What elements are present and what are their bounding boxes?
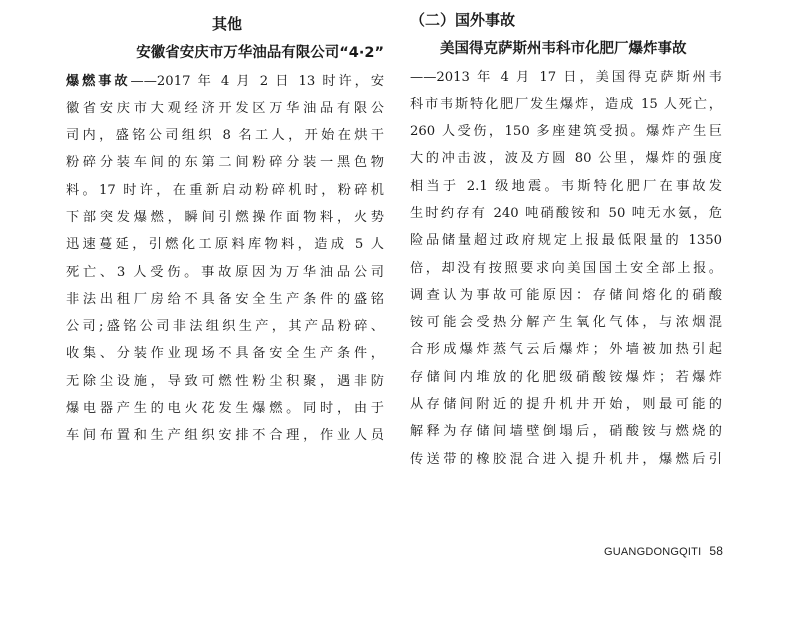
text-line xyxy=(66,422,384,449)
text-content: 迅速蔓延，引燃化工原料库物料，造成 5 人 xyxy=(66,237,384,253)
text-line xyxy=(66,122,384,149)
right-column xyxy=(410,8,722,473)
text-line: 生时约存有 240 吨硝酸铵和 50 吨无水氨，危 xyxy=(410,205,722,221)
text-line xyxy=(66,368,384,395)
text-content: ——2017 年 4 月 2 日 13 时许，安 xyxy=(130,73,385,89)
text-content: 公司;盛铭公司非法组织生产，其产品粉碎、 xyxy=(66,319,384,335)
text-line: 调查认为事故可能原因：存储间熔化的硝酸 xyxy=(410,287,722,303)
text-line: 传送带的橡胶混合进入提升机井，爆燃后引 xyxy=(410,451,722,467)
text-line xyxy=(66,286,384,313)
text-content: 粉碎分装车间的东第二间粉碎分装一黑色物 xyxy=(66,155,384,171)
article-title-continued: 爆燃事故 xyxy=(66,73,131,89)
text-line: 解释为存储间墙壁倒塌后，硝酸铵与燃烧的 xyxy=(410,424,722,440)
text-line xyxy=(66,204,384,231)
text-line xyxy=(66,95,384,122)
article-title: 安徽省安庆市万华油品有限公司“4·2” xyxy=(136,45,384,61)
text-line xyxy=(66,68,384,95)
text-line xyxy=(66,259,384,286)
article-title: 美国得克萨斯州韦科市化肥厂爆炸事故 xyxy=(440,41,687,57)
section-heading-other: 其他 xyxy=(211,15,242,33)
magazine-name: GUANGDONGQITI xyxy=(604,546,702,558)
text-content: 料。17 时许，在重新启动粉碎机时，粉碎机 xyxy=(66,182,384,198)
text-line xyxy=(66,313,384,340)
text-line: 合形成爆炸蒸气云后爆炸；外墙被加热引起 xyxy=(410,342,722,358)
text-line: ——2013 年 4 月 17 日，美国得克萨斯州韦 xyxy=(410,69,722,85)
text-line: 存储间内堆放的化肥级硝酸铵爆炸；若爆炸 xyxy=(410,369,722,385)
text-content: 无除尘设施，导致可燃性粉尘积聚，遇非防 xyxy=(66,373,384,389)
text-line xyxy=(66,149,384,176)
text-content: 死亡、3 人受伤。事故原因为万华油品公司 xyxy=(66,264,384,280)
text-line: 铵可能会受热分解产生氧化气体，与浓烟混 xyxy=(410,315,722,331)
text-line: 科市韦斯特化肥厂发生爆炸，造成 15 人死亡， xyxy=(410,96,722,112)
text-content: 非法出租厂房给不具备安全生产条件的盛铭 xyxy=(66,291,384,307)
text-line xyxy=(66,340,384,367)
text-line: 倍，却没有按照要求向美国国土安全部上报。 xyxy=(410,260,722,276)
text-content: 下部突发爆燃，瞬间引燃操作面物料，火势 xyxy=(66,209,384,225)
page-number: 58 xyxy=(709,544,724,558)
text-content: 收集、分装作业现场不具备安全生产条件， xyxy=(66,346,384,362)
text-line: 相当于 2.1 级地震。韦斯特化肥厂在事故发 xyxy=(410,178,722,194)
text-line xyxy=(66,231,384,258)
article-body xyxy=(410,64,722,473)
text-content: 徽省安庆市大观经济开发区万华油品有限公 xyxy=(66,100,384,116)
text-line xyxy=(66,395,384,422)
text-line: 险品储量超过政府规定上报最低限量的 1350 xyxy=(410,233,722,249)
text-content: 车间布置和生产组织安排不合理，作业人员 xyxy=(66,428,384,444)
text-line: 从存储间附近的提升机井开始，则最可能的 xyxy=(410,397,722,413)
text-line: 大的冲击波，波及方圆 80 公里，爆炸的强度 xyxy=(410,151,722,167)
text-content: 司内，盛铭公司组织 8 名工人，开始在烘干 xyxy=(66,128,384,144)
text-line xyxy=(66,177,384,204)
section-heading-foreign: （二）国外事故 xyxy=(410,11,516,29)
text-content: 爆电器产生的电火花发生爆燃。同时，由于 xyxy=(66,401,384,417)
left-column xyxy=(66,8,384,450)
page-footer xyxy=(604,544,723,558)
article-body xyxy=(66,68,384,450)
text-line: 260 人受伤，150 多座建筑受损。爆炸产生巨 xyxy=(410,124,722,140)
